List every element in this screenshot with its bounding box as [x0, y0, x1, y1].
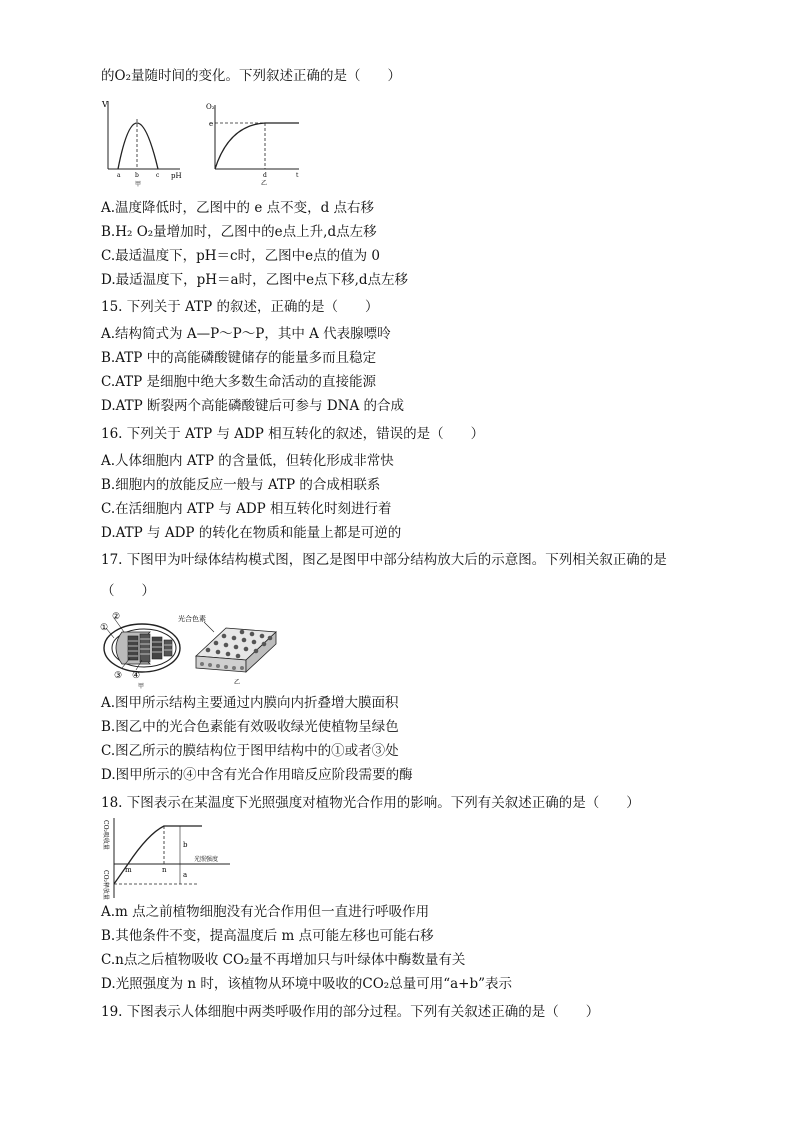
- chloroplast-caption-jia: 甲: [138, 683, 145, 690]
- question-14-stem-continuation: 的O₂量随时间的变化。下列叙述正确的是（ ）: [101, 68, 401, 84]
- membrane-caption-yi: 乙: [234, 679, 241, 686]
- jia-caption: 甲: [135, 181, 142, 187]
- q18-option-a: A.m 点之前植物细胞没有光合作用但一直进行呼吸作用: [101, 904, 430, 920]
- y-axis-label-co2-absorb: CO₂吸收量: [102, 820, 109, 850]
- q18-option-d: D.光照强度为 n 时，该植物从环境中吸收的CO₂总量可用“a+b”表示: [101, 976, 513, 992]
- yi-tick-t: t: [296, 172, 299, 179]
- q14-option-c: C.最适温度下，pH＝c时，乙图中e点的值为 0: [101, 248, 380, 264]
- q17-option-c: C.图乙所示的膜结构位于图甲结构中的①或者③处: [101, 743, 399, 759]
- yi-tick-d: d: [263, 172, 267, 179]
- chloroplast-label-3: ③: [114, 671, 123, 681]
- q15-option-a: A.结构简式为 A—P～P～P，其中 A 代表腺嘌呤: [101, 326, 391, 342]
- q16-option-a: A.人体细胞内 ATP 的含量低，但转化形成非常快: [101, 453, 394, 469]
- q17-option-d: D.图甲所示的④中含有光合作用暗反应阶段需要的酶: [101, 767, 413, 783]
- figure-jia-enzyme-ph-curve: [100, 97, 186, 187]
- q18-stem: 18. 下图表示在某温度下光照强度对植物光合作用的影响。下列有关叙述正确的是（ ）: [101, 795, 640, 811]
- q17-stem: 17. 下图甲为叶绿体结构模式图，图乙是图甲中部分结构放大后的示意图。下列相关叙正确的是: [101, 552, 667, 568]
- q14-option-d: D.最适温度下，pH＝a时，乙图中e点下移,d点左移: [101, 272, 409, 288]
- jia-y-label: V: [102, 100, 108, 109]
- figure-light-intensity-photosynthesis: [98, 814, 238, 900]
- jia-tick-c: c: [156, 172, 160, 179]
- jia-tick-b: b: [135, 172, 139, 179]
- x-axis-label: 光照强度: [194, 856, 219, 863]
- q18-option-b: B.其他条件不变，提高温度后 m 点可能左移也可能右移: [101, 928, 434, 944]
- label-m: m: [125, 866, 132, 874]
- q17-option-a: A.图甲所示结构主要通过内膜向内折叠增大膜面积: [101, 695, 399, 711]
- q17-stem-continuation: （ ）: [101, 583, 155, 599]
- y-axis-label-co2-release: CO₂释放量: [102, 870, 109, 900]
- label-b: b: [183, 841, 188, 849]
- chloroplast-label-2: ②: [112, 612, 121, 622]
- jia-x-label: pH: [171, 172, 182, 180]
- yi-caption: 乙: [261, 180, 268, 187]
- figure-chloroplast-structure: [100, 610, 285, 690]
- chloroplast-label-1: ①: [100, 623, 109, 633]
- q14-option-a: A.温度降低时，乙图中的 e 点不变，d 点右移: [101, 200, 375, 216]
- chloroplast-label-4: ④: [132, 671, 141, 681]
- q16-option-c: C.在活细胞内 ATP 与 ADP 相互转化时刻进行着: [101, 501, 392, 517]
- q15-option-b: B.ATP 中的高能磷酸键储存的能量多而且稳定: [101, 350, 377, 366]
- q14-option-b: B.H₂ O₂量增加时，乙图中的e点上升,d点左移: [101, 224, 377, 240]
- q18-option-c: C.n点之后植物吸收 CO₂量不再增加只与叶绿体中酶数量有关: [101, 952, 466, 968]
- q16-option-b: B.细胞内的放能反应一般与 ATP 的合成相联系: [101, 477, 381, 493]
- q17-option-b: B.图乙中的光合色素能有效吸收绿光使植物呈绿色: [101, 719, 399, 735]
- yi-y-label: O₂: [206, 103, 215, 111]
- q19-stem: 19. 下图表示人体细胞中两类呼吸作用的部分过程。下列有关叙述正确的是（ ）: [101, 1004, 600, 1020]
- pigment-label: 光合色素: [178, 615, 206, 623]
- q16-option-d: D.ATP 与 ADP 的转化在物质和能量上都是可逆的: [101, 525, 402, 541]
- label-n: n: [162, 866, 167, 874]
- jia-tick-a: a: [117, 172, 121, 179]
- yi-peak-label: e: [209, 120, 214, 128]
- q15-option-d: D.ATP 断裂两个高能磷酸键后可参与 DNA 的合成: [101, 398, 404, 414]
- q15-stem: 15. 下列关于 ATP 的叙述，正确的是（ ）: [101, 299, 379, 315]
- label-a: a: [183, 871, 188, 879]
- q15-option-c: C.ATP 是细胞中绝大多数生命活动的直接能源: [101, 374, 377, 390]
- q16-stem: 16. 下列关于 ATP 与 ADP 相互转化的叙述，错误的是（ ）: [101, 426, 485, 442]
- figure-yi-oxygen-time-curve: [203, 101, 303, 187]
